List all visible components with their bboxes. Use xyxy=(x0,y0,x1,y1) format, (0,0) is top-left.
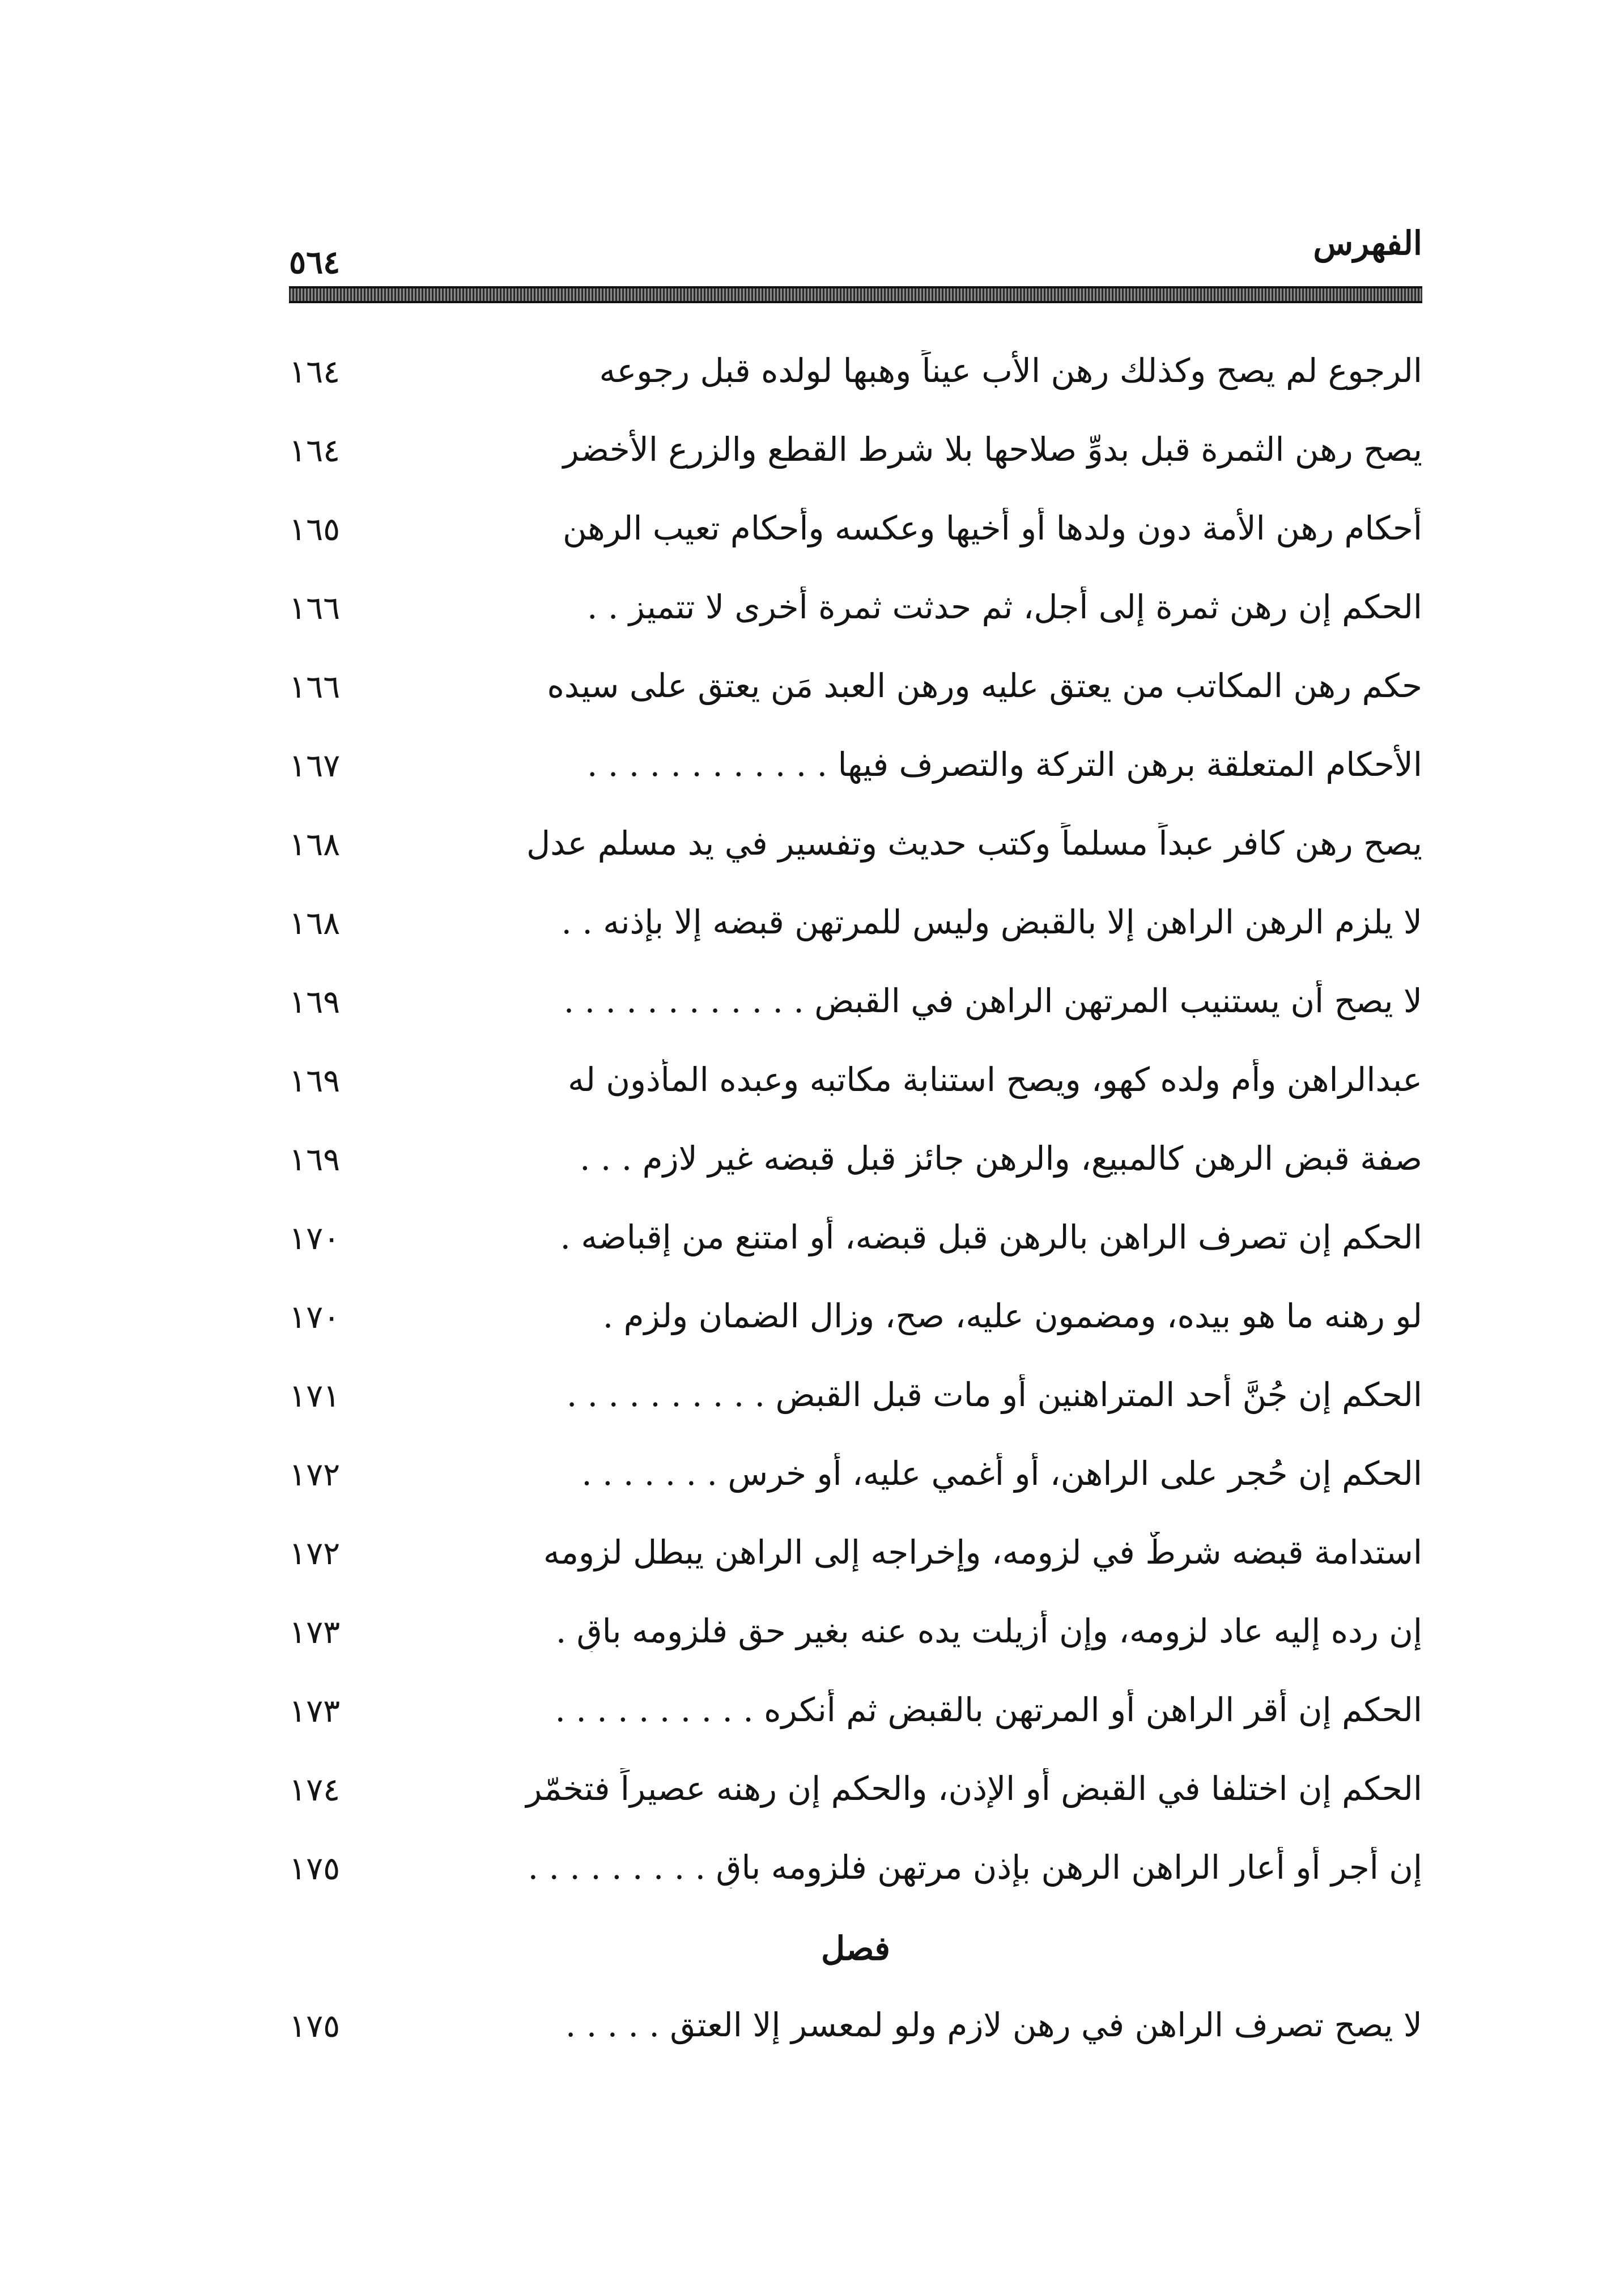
index-entry-page: ١٧٣ xyxy=(289,1614,341,1651)
header-rule xyxy=(289,286,1422,303)
section-heading xyxy=(289,1916,1422,1994)
page-number: ٥٦٤ xyxy=(289,244,341,281)
index-entry-page: ١٧١ xyxy=(289,1378,341,1415)
index-entry-text: لا يلزم الرهن الراهن إلا بالقبض وليس للمرتهن قبضه إلا بإذنه . . xyxy=(561,903,1422,941)
index-entry-page: ١٦٨ xyxy=(289,826,341,863)
index-entry xyxy=(289,340,1422,419)
index-entry-page: ١٧٢ xyxy=(289,1535,341,1572)
index-entry-text: الحكم إن حُجر على الراهن، أو أُغمي عليه، أو خرس . . . . . . . xyxy=(581,1454,1422,1493)
index-entry xyxy=(289,734,1422,813)
index-entry xyxy=(289,1364,1422,1443)
index-entry xyxy=(289,970,1422,1049)
index-entry-text: الرجوع لم يصح وكذلك رهن الأب عيناً وهبها لولده قبل رجوعه xyxy=(599,351,1422,390)
index-entry-text: لا يصح تصرف الراهن في رهن لازم ولو لمعسر إلا العتق . . . . . xyxy=(565,2006,1422,2044)
section-heading-text: فصل xyxy=(821,1929,890,1968)
index-entry xyxy=(289,576,1422,655)
index-entry-text: يصح رهن كافر عبداً مسلماً وكتب حديث وتفسير في يد مسلم عدل xyxy=(526,824,1422,863)
index-entry-text: صفة قبض الرهن كالمبيع، والرهن جائز قبل قبضه غير لازم . . . xyxy=(580,1139,1422,1178)
index-page xyxy=(289,215,1422,2142)
index-entry-page: ١٦٤ xyxy=(289,354,341,390)
index-entry-text: استدامة قبضه شرطٌ في لزومه، وإخراجه إلى الراهن يبطل لزومه xyxy=(543,1533,1422,1572)
index-entry xyxy=(289,1443,1422,1522)
index-entry xyxy=(289,498,1422,576)
index-entry-page: ١٧٣ xyxy=(289,1693,341,1730)
index-entry-text: إن رده إليه عاد لزومه، وإن أُزيلت يده عنه بغير حق فلزومه باقٍ . xyxy=(555,1612,1422,1650)
index-entry xyxy=(289,1128,1422,1207)
index-entry-text: الحكم إن رهن ثمرة إلى أجل، ثم حدثت ثمرة أخرى لا تتميز . . xyxy=(587,588,1422,626)
index-entry-text: الحكم إن اختلفا في القبض أو الإذن، والحكم إن رهنه عصيراً فتخمّر xyxy=(526,1769,1422,1808)
index-entry-text: أحكام رهن الأمة دون ولدها أو أخيها وعكسه وأحكام تعيب الرهن xyxy=(562,509,1422,547)
index-entry-text: حكم رهن المكاتب من يعتق عليه ورهن العبد مَن يعتق على سيده xyxy=(547,666,1422,705)
index-entries xyxy=(289,340,1422,2073)
index-entry xyxy=(289,419,1422,498)
index-entry-page: ١٦٧ xyxy=(289,748,341,784)
index-entry-page: ١٦٦ xyxy=(289,590,341,627)
index-entry-page: ١٧٢ xyxy=(289,1457,341,1493)
index-entry-text: إن أجر أو أعار الراهن الرهن بإذن مرتهنٍ فلزومه باقٍ . . . . . . . . . xyxy=(528,1848,1422,1887)
index-entry xyxy=(289,1285,1422,1364)
index-entry xyxy=(289,1994,1422,2073)
index-entry-page: ١٧٥ xyxy=(289,2008,341,2045)
index-entry xyxy=(289,1207,1422,1285)
index-entry-text: لا يصح أن يستنيب المرتهن الراهن في القبض . . . . . . . . . . . . xyxy=(563,982,1422,1020)
index-entry-page: ١٧٠ xyxy=(289,1220,341,1257)
index-entry-text: يصح رهن الثمرة قبل بدوِّ صلاحها بلا شرط القطع والزرع الأخضر xyxy=(563,430,1422,469)
index-entry-text: الحكم إن أقر الراهن أو المرتهن بالقبض ثم أنكره . . . . . . . . . . xyxy=(555,1691,1422,1729)
index-entry-text: عبدالراهن وأم ولده كهو، ويصح استنابة مكاتبه وعبده المأذون له xyxy=(568,1060,1422,1099)
page-header xyxy=(289,215,1422,295)
index-entry xyxy=(289,1679,1422,1758)
index-entry xyxy=(289,1522,1422,1600)
index-entry xyxy=(289,1758,1422,1837)
index-entry xyxy=(289,655,1422,734)
index-entry-text: الأحكام المتعلقة برهن التركة والتصرف فيها . . . . . . . . . . . . xyxy=(587,745,1422,784)
index-entry xyxy=(289,1837,1422,1916)
running-title: الفهرس xyxy=(1313,224,1422,262)
index-entry-page: ١٦٩ xyxy=(289,1063,341,1099)
index-entry-page: ١٦٤ xyxy=(289,432,341,469)
index-entry-page: ١٧٠ xyxy=(289,1299,341,1336)
index-entry-text: الحكم إن جُنَّ أحد المتراهنين أو مات قبل القبض . . . . . . . . . . xyxy=(566,1375,1422,1414)
index-entry xyxy=(289,891,1422,970)
index-entry-page: ١٧٤ xyxy=(289,1772,341,1808)
index-entry-page: ١٦٥ xyxy=(289,511,341,548)
index-entry-text: لو رهنه ما هو بيده، ومضمون عليه، صح، وزال الضمان ولزم . xyxy=(602,1297,1422,1335)
index-entry xyxy=(289,813,1422,891)
index-entry-page: ١٦٩ xyxy=(289,984,341,1021)
index-entry-text: الحكم إن تصرف الراهن بالرهن قبل قبضه، أو امتنع من إقباضه . xyxy=(560,1218,1422,1256)
index-entry-page: ١٦٦ xyxy=(289,669,341,706)
index-entry xyxy=(289,1600,1422,1679)
index-entry-page: ١٧٥ xyxy=(289,1850,341,1887)
index-entry xyxy=(289,1049,1422,1128)
index-entry-page: ١٦٩ xyxy=(289,1141,341,1178)
index-entry-page: ١٦٨ xyxy=(289,905,341,942)
